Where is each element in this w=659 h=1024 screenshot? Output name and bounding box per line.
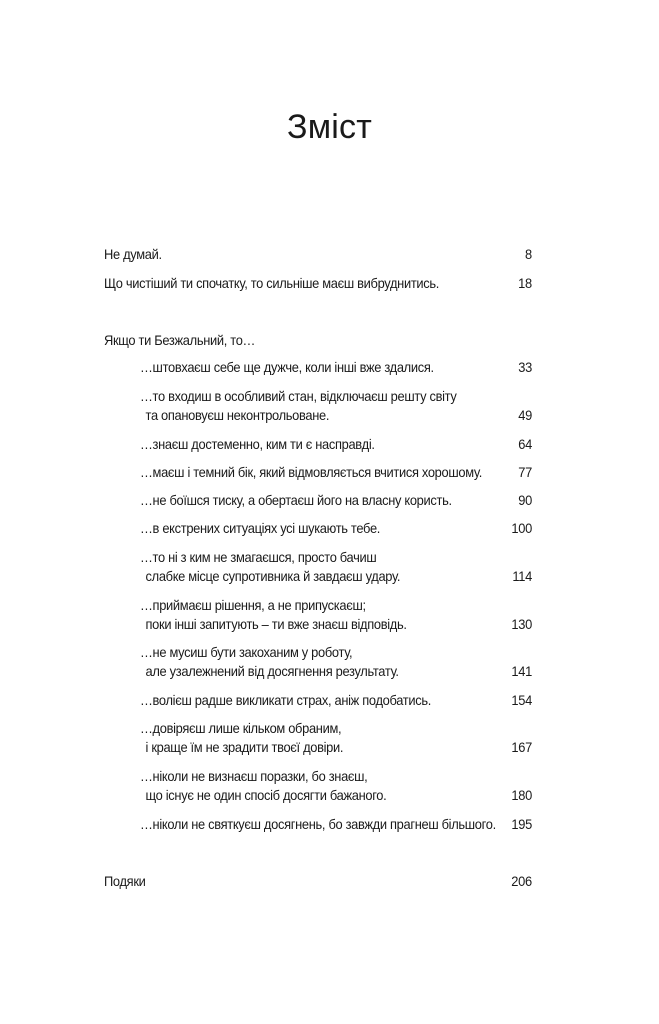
toc-entry-page: 77: [518, 464, 532, 480]
toc-entry-title: …маєш і темний бік, який відмовляється вчитися хорошому.: [140, 464, 482, 480]
toc-entry-shtovkhaiesh[interactable]: [140, 358, 568, 377]
toc-entry-title: …не мусиш бути закоханим у роботу, але узалежнений від досягнення результату.: [140, 644, 399, 679]
toc-entry-title: …волієш радше викликати страх, аніж подобатись.: [140, 692, 432, 708]
toc-entry-page: 141: [511, 663, 532, 679]
toc-entry-title: Не думай.: [104, 246, 162, 262]
toc-entry-title: …то входиш в особливий стан, відключаєш решту світу та опановуєш неконтрольоване.: [140, 388, 457, 423]
toc-entry-page: 18: [518, 275, 532, 291]
toc-entry-strakh[interactable]: [140, 691, 568, 710]
toc-entry-title: …не боїшся тиску, а обертаєш його на власну користь.: [140, 492, 452, 508]
toc-entry-chystishyi[interactable]: [104, 274, 532, 293]
toc-entry-title: …знаєш достеменно, ким ти є насправді.: [140, 436, 375, 452]
toc-section-title: Якщо ти Безжальний, то…: [104, 332, 256, 348]
toc-entry-osoblyvyi-stan[interactable]: [140, 387, 568, 425]
toc-entry-tysk[interactable]: [140, 491, 568, 510]
toc-entry-page: 154: [511, 692, 532, 708]
toc-entry-page: 114: [512, 568, 532, 584]
toc-entry-ne-vyznaiesh-porazky[interactable]: [140, 767, 568, 805]
toc-entry-page: 180: [511, 787, 532, 803]
page-title: Зміст: [286, 108, 373, 146]
toc-entry-znaiesh-dostemenno[interactable]: [140, 435, 568, 454]
toc-entry-title: …ніколи не визнаєш поразки, бо знаєш, що існує не один спосіб досягти бажаного.: [140, 768, 387, 803]
toc-entry-title: …в екстрених ситуаціях усі шукають тебе.: [140, 520, 381, 536]
toc-section-heading: [104, 331, 532, 350]
toc-entry-temnyi-bik[interactable]: [140, 463, 568, 482]
toc-entry-title: Що чистіший ти спочатку, то сильніше маєш вибруднитись.: [104, 275, 440, 291]
toc-entry-page: 195: [511, 816, 532, 832]
toc-entry-ekstreni-sytuatsii[interactable]: [140, 519, 568, 538]
toc-entry-title: …то ні з ким не змагаєшся, просто бачиш слабке місце супротивника й завдаєш удару.: [140, 549, 401, 584]
toc-entry-doviriaiesh[interactable]: [140, 719, 568, 757]
toc-entry-page: 64: [518, 436, 532, 452]
toc-entry-pryimaiesh-rishennia[interactable]: [140, 596, 568, 634]
toc-entry-ne-dumai[interactable]: [104, 245, 532, 264]
toc-entry-page: 33: [518, 359, 532, 375]
toc-entry-page: 90: [518, 492, 532, 508]
toc-entry-page: 8: [524, 246, 532, 262]
toc-entry-ne-zmahaieshsia[interactable]: [140, 548, 568, 586]
toc-entry-title: …штовхаєш себе ще дужче, коли інші вже здалися.: [140, 359, 434, 375]
toc-entry-page: 167: [511, 739, 532, 755]
toc-entry-page: 130: [511, 616, 532, 632]
toc-entry-title: …довіряєш лише кільком обраним, і краще їм не зрадити твоєї довіри.: [140, 720, 344, 755]
toc-entry-zakokhanyi-u-robotu[interactable]: [140, 643, 568, 681]
toc-entry-page: 206: [511, 873, 532, 889]
toc-entry-title: …ніколи не святкуєш досягнень, бо завжди прагнеш більшого.: [140, 816, 496, 832]
toc-entry-page: 100: [511, 520, 532, 536]
toc-entry-title: …приймаєш рішення, а не припускаєш; поки інші запитують – ти вже знаєш відповідь.: [140, 597, 407, 632]
toc-entry-podiaky[interactable]: [104, 872, 532, 891]
toc-entry-page: 49: [518, 407, 532, 423]
toc-entry-title: Подяки: [104, 873, 146, 889]
toc-entry-ne-sviatkuiesh[interactable]: [140, 815, 568, 834]
